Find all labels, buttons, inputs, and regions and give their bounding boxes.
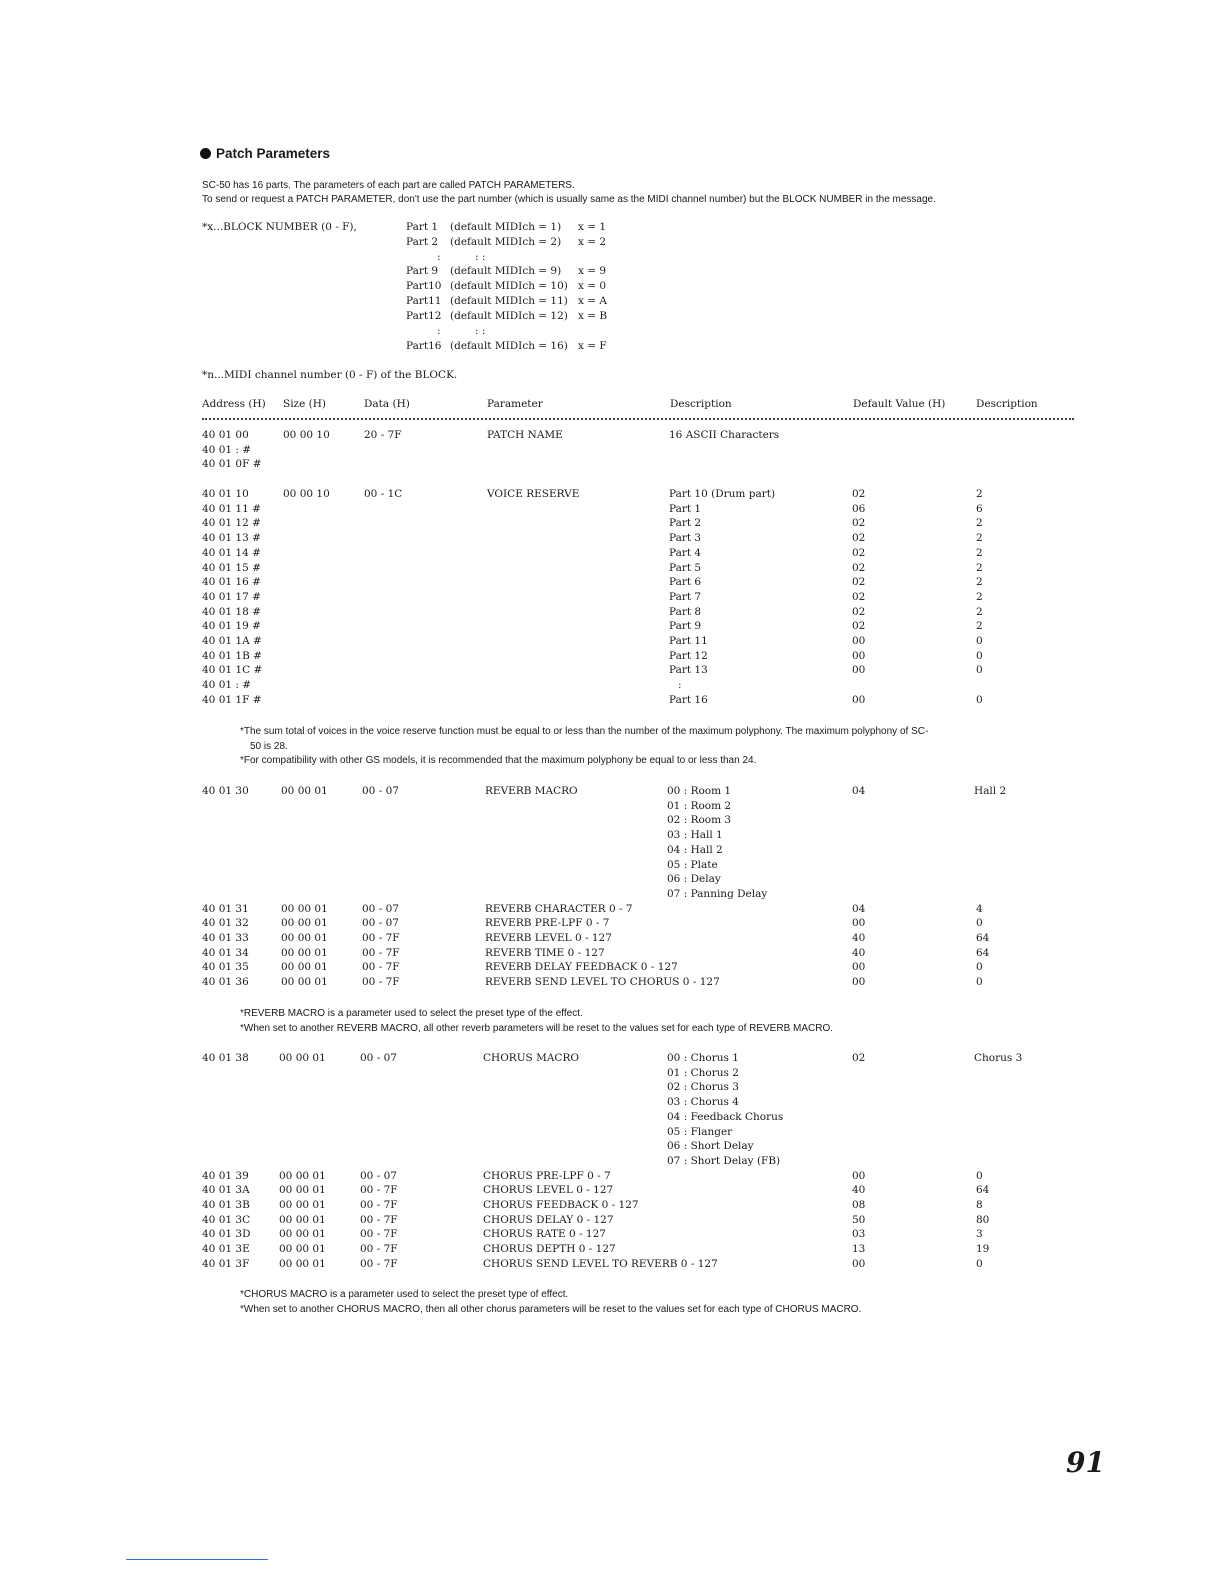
cell-data: 00 - 07 — [360, 1169, 397, 1182]
cell-description-2: 2 — [976, 488, 983, 500]
cell-description-2: 80 — [976, 1213, 990, 1226]
block-number-label: *x...BLOCK NUMBER (0 - F), — [202, 221, 357, 233]
cell-description-2: 64 — [976, 1184, 990, 1197]
cell-description-2: 0 — [976, 961, 983, 974]
table-row — [0, 1169, 1000, 1184]
cell-default-value: 06 — [852, 502, 866, 515]
table-row — [0, 858, 1000, 873]
legend-x: x = 0 — [578, 280, 607, 292]
table-header — [0, 398, 1038, 413]
table-row — [0, 590, 1000, 605]
table-row — [0, 931, 1000, 946]
cell-description: 01 : Chorus 2 — [667, 1066, 739, 1079]
midi-channel-label: *n...MIDI channel number (0 - F) of the BLOCK. — [202, 369, 458, 381]
cell-size: 00 00 01 — [279, 1228, 326, 1241]
legend-x: x = 2 — [578, 236, 607, 248]
cell-default-value: 40 — [852, 946, 866, 959]
cell-description-2: 2 — [976, 620, 983, 633]
cell-default-value: 00 — [852, 649, 866, 662]
legend-row — [0, 324, 1000, 339]
cell-address: 40 01 38 — [202, 1052, 249, 1064]
cell-size: 00 00 01 — [279, 1184, 326, 1197]
cell-address: 40 01 32 — [202, 917, 249, 930]
section-title-text: Patch Parameters — [216, 146, 331, 161]
cell-data: 00 - 7F — [360, 1228, 398, 1241]
table-row — [0, 1257, 1000, 1272]
legend-part: : — [437, 325, 441, 337]
cell-description-2: 0 — [976, 649, 983, 662]
cell-address: 40 01 30 — [202, 785, 249, 797]
cell-address: 40 01 3A — [202, 1184, 250, 1197]
footnote-line: *When set to another CHORUS MACRO, then all other chorus parameters will be reset to the values set for each type of CHORUS MACRO. — [240, 1304, 862, 1315]
cell-size: 00 00 01 — [281, 902, 328, 915]
cell-address: 40 01 3D — [202, 1228, 251, 1241]
cell-parameter: CHORUS LEVEL 0 - 127 — [483, 1184, 614, 1197]
footnote-line: *The sum total of voices in the voice reserve function must be equal to or less than the number of the maximum polyphony. The maximum polyphony of SC- — [240, 726, 929, 737]
cell-default-value: 00 — [852, 917, 866, 930]
cell-size: 00 00 01 — [281, 785, 328, 797]
legend-midi: : : — [475, 325, 486, 337]
cell-address: 40 01 12 # — [202, 517, 261, 530]
cell-default-value: 40 — [852, 932, 866, 944]
cell-default-value: 02 — [852, 546, 866, 559]
cell-address: 40 01 1A # — [202, 635, 262, 647]
table-row — [0, 843, 1000, 858]
table-row — [0, 872, 1000, 887]
cell-parameter: CHORUS FEEDBACK 0 - 127 — [483, 1199, 639, 1211]
cell-address: 40 01 : # — [202, 443, 252, 456]
cell-default-value: 00 — [852, 1257, 866, 1270]
table-row — [0, 487, 1000, 502]
cell-parameter: CHORUS DEPTH 0 - 127 — [483, 1243, 616, 1256]
cell-address: 40 01 17 # — [202, 590, 261, 603]
cell-description-2: 2 — [976, 546, 983, 559]
header-description: Description — [670, 398, 732, 410]
cell-description-2: 0 — [976, 635, 983, 647]
table-row — [0, 1198, 1000, 1213]
cell-default-value: 02 — [852, 1052, 866, 1064]
cell-description: 02 : Chorus 3 — [667, 1081, 739, 1094]
table-row — [0, 605, 1000, 620]
table-row — [0, 828, 1000, 843]
footnote-line: *REVERB MACRO is a parameter used to select the preset type of the effect. — [240, 1008, 583, 1019]
cell-description-2: 0 — [976, 1257, 983, 1270]
legend-x: x = F — [578, 340, 607, 352]
cell-parameter: REVERB MACRO — [485, 785, 578, 797]
cell-description: 04 : Hall 2 — [667, 843, 723, 856]
legend-midi: (default MIDIch = 11) — [450, 295, 568, 307]
cell-data: 00 - 07 — [362, 917, 399, 930]
footnote-line: 50 is 28. — [250, 740, 288, 752]
cell-parameter: CHORUS DELAY 0 - 127 — [483, 1213, 614, 1226]
cell-address: 40 01 1F # — [202, 693, 262, 706]
cell-size: 00 00 01 — [281, 946, 328, 959]
cell-data: 00 - 7F — [360, 1199, 398, 1211]
cell-parameter: CHORUS MACRO — [483, 1052, 579, 1064]
cell-default-value: 00 — [852, 693, 866, 706]
cell-default-value: 00 — [852, 976, 866, 989]
footer-line — [126, 1559, 268, 1560]
cell-description: 01 : Room 2 — [667, 799, 732, 812]
cell-default-value: 50 — [852, 1213, 866, 1226]
table-row — [0, 546, 1000, 561]
cell-description-2: Chorus 3 — [974, 1052, 1023, 1064]
cell-parameter: REVERB SEND LEVEL TO CHORUS 0 - 127 — [485, 976, 720, 989]
page-number: 91 — [1066, 1446, 1105, 1479]
cell-address: 40 01 31 — [202, 902, 249, 915]
cell-address: 40 01 3F — [202, 1257, 250, 1270]
table-row — [0, 678, 1000, 693]
cell-description-2: 0 — [976, 664, 983, 677]
cell-description-2: 8 — [976, 1199, 983, 1211]
legend-midi: (default MIDIch = 10) — [450, 280, 568, 292]
cell-description: 07 : Short Delay (FB) — [667, 1154, 781, 1167]
cell-data: 00 - 7F — [362, 932, 400, 944]
cell-default-value: 00 — [852, 635, 866, 647]
cell-parameter: REVERB PRE-LPF 0 - 7 — [485, 917, 610, 930]
table-row — [0, 975, 1000, 990]
cell-data: 00 - 07 — [360, 1052, 397, 1064]
cell-description-2: 0 — [976, 693, 983, 706]
cell-description: Part 2 — [669, 517, 702, 530]
table-row — [0, 799, 1000, 814]
cell-default-value: 04 — [852, 785, 866, 797]
cell-default-value: 13 — [852, 1243, 866, 1256]
cell-default-value: 00 — [852, 961, 866, 974]
cell-description: Part 9 — [669, 620, 702, 633]
cell-address: 40 01 13 # — [202, 532, 261, 545]
cell-address: 40 01 35 — [202, 961, 249, 974]
cell-description: Part 12 — [669, 649, 708, 662]
cell-default-value: 40 — [852, 1184, 866, 1197]
legend-part: Part16 — [406, 340, 442, 352]
cell-description: 06 : Short Delay — [667, 1140, 754, 1153]
cell-size: 00 00 01 — [279, 1213, 326, 1226]
cell-description-2: 64 — [976, 932, 990, 944]
cell-data: 00 - 7F — [360, 1257, 398, 1270]
cell-size: 00 00 01 — [279, 1169, 326, 1182]
cell-size: 00 00 01 — [279, 1257, 326, 1270]
legend-row — [0, 279, 1000, 294]
legend-midi: (default MIDIch = 16) — [450, 340, 568, 352]
table-row — [0, 1066, 1000, 1081]
table-row — [0, 531, 1000, 546]
cell-description-2: 2 — [976, 590, 983, 603]
cell-description: Part 7 — [669, 590, 702, 603]
cell-data: 00 - 7F — [362, 946, 400, 959]
legend-x: x = A — [578, 295, 607, 307]
table-row — [0, 443, 1000, 458]
table-row — [0, 575, 1000, 590]
cell-size: 00 00 01 — [281, 917, 328, 930]
legend-row — [0, 220, 1000, 235]
cell-description-2: 3 — [976, 1228, 983, 1241]
table-row — [0, 516, 1000, 531]
cell-parameter: REVERB CHARACTER 0 - 7 — [485, 902, 633, 915]
table-row — [0, 619, 1000, 634]
table-row — [0, 1242, 1000, 1257]
legend-midi: (default MIDIch = 1) — [450, 221, 562, 233]
table-row — [0, 649, 1000, 664]
cell-data: 00 - 7F — [362, 961, 400, 974]
section-title — [200, 146, 330, 161]
cell-data: 00 - 7F — [360, 1184, 398, 1197]
cell-address: 40 01 19 # — [202, 620, 261, 633]
legend-part: Part 9 — [406, 265, 439, 277]
cell-address: 40 01 14 # — [202, 546, 261, 559]
cell-address: 40 01 3E — [202, 1243, 250, 1256]
cell-size: 00 00 01 — [279, 1052, 326, 1064]
cell-default-value: 04 — [852, 902, 866, 915]
cell-address: 40 01 10 — [202, 488, 249, 500]
footnote-line: *For compatibility with other GS models, it is recommended that the maximum polyphony be equal to or less than 24. — [240, 755, 757, 767]
cell-description: 00 : Chorus 1 — [667, 1052, 739, 1064]
bullet-icon — [200, 148, 211, 159]
header-address: Address (H) — [202, 398, 266, 410]
cell-description: Part 8 — [669, 605, 702, 618]
intro-line-2: To send or request a PATCH PARAMETER, don't use the part number (which is usually same as the MIDI channel number) but the BLOCK NUMBER in the message. — [202, 194, 936, 205]
header-description-2: Description — [976, 398, 1038, 410]
cell-size: 00 00 01 — [281, 961, 328, 974]
cell-address: 40 01 1B # — [202, 649, 262, 662]
cell-description-2: 2 — [976, 605, 983, 618]
cell-default-value: 08 — [852, 1199, 866, 1211]
cell-default-value: 02 — [852, 517, 866, 530]
cell-description: 03 : Hall 1 — [667, 829, 723, 842]
table-row — [0, 784, 1007, 799]
cell-description: Part 13 — [669, 664, 708, 677]
cell-size: 00 00 10 — [283, 429, 330, 441]
cell-parameter: VOICE RESERVE — [487, 488, 580, 500]
header-divider — [202, 418, 1074, 420]
cell-parameter: PATCH NAME — [487, 429, 563, 441]
legend-part: Part10 — [406, 280, 442, 292]
cell-default-value: 02 — [852, 605, 866, 618]
table-row — [0, 1080, 1000, 1095]
table-row — [0, 663, 1000, 678]
cell-description-2: 4 — [976, 902, 983, 915]
cell-parameter: REVERB DELAY FEEDBACK 0 - 127 — [485, 961, 678, 974]
cell-address: 40 01 : # — [202, 679, 252, 692]
cell-default-value: 02 — [852, 620, 866, 633]
cell-address: 40 01 33 — [202, 932, 249, 944]
intro-line-1: SC-50 has 16 parts. The parameters of each part are called PATCH PARAMETERS. — [202, 180, 575, 191]
table-row — [0, 1095, 1000, 1110]
table-row — [0, 1125, 1000, 1140]
header-size: Size (H) — [283, 398, 326, 410]
legend-part: : — [437, 251, 441, 263]
cell-size: 00 00 01 — [279, 1199, 326, 1211]
table-row — [0, 1227, 1000, 1242]
cell-default-value: 02 — [852, 590, 866, 603]
cell-address: 40 01 39 — [202, 1169, 249, 1182]
cell-description: 07 : Panning Delay — [667, 887, 768, 900]
cell-description: Part 5 — [669, 561, 702, 574]
cell-description-2: 2 — [976, 532, 983, 545]
cell-size: 00 00 01 — [281, 932, 328, 944]
legend-midi: : : — [475, 251, 486, 263]
legend-x: x = B — [578, 310, 608, 322]
cell-description: 03 : Chorus 4 — [667, 1096, 739, 1109]
cell-description-2: 0 — [976, 976, 983, 989]
table-row — [0, 960, 1000, 975]
footnote-line: *CHORUS MACRO is a parameter used to select the preset type of effect. — [240, 1289, 569, 1300]
cell-address: 40 01 3C — [202, 1213, 251, 1226]
table-row — [0, 946, 1000, 961]
cell-description-2: 2 — [976, 576, 983, 589]
cell-parameter: CHORUS SEND LEVEL TO REVERB 0 - 127 — [483, 1257, 718, 1270]
cell-description: Part 3 — [669, 532, 702, 545]
cell-description: 02 : Room 3 — [667, 814, 732, 827]
cell-description: : — [678, 679, 682, 692]
cell-data: 00 - 7F — [360, 1243, 398, 1256]
table-row — [0, 428, 1000, 443]
legend-part: Part12 — [406, 310, 442, 322]
cell-description: 00 : Room 1 — [667, 785, 732, 797]
table-row — [0, 457, 1000, 472]
table-row — [0, 916, 1000, 931]
table-row — [0, 1051, 1023, 1066]
cell-default-value: 02 — [852, 576, 866, 589]
table-row — [0, 1139, 1000, 1154]
table-row — [0, 634, 1000, 649]
cell-description-2: 0 — [976, 1169, 983, 1182]
cell-description: 06 : Delay — [667, 873, 721, 886]
legend-midi: (default MIDIch = 9) — [450, 265, 562, 277]
cell-data: 00 - 07 — [362, 785, 399, 797]
cell-description: 05 : Plate — [667, 858, 718, 871]
legend-part: Part 1 — [406, 221, 439, 233]
cell-description: Part 10 (Drum part) — [669, 488, 776, 500]
header-default-value: Default Value (H) — [853, 398, 946, 410]
legend-row — [0, 339, 1000, 354]
legend-part: Part 2 — [406, 236, 439, 248]
cell-address: 40 01 16 # — [202, 576, 261, 589]
header-parameter: Parameter — [487, 398, 543, 410]
cell-description-2: 2 — [976, 561, 983, 574]
cell-data: 00 - 07 — [362, 902, 399, 915]
cell-default-value: 02 — [852, 561, 866, 574]
cell-description-2: 0 — [976, 917, 983, 930]
cell-description-2: 2 — [976, 517, 983, 530]
legend-row — [0, 309, 1000, 324]
cell-address: 40 01 1C # — [202, 664, 263, 677]
table-row — [0, 1154, 1000, 1169]
legend-x: x = 9 — [578, 265, 607, 277]
table-row — [0, 887, 1000, 902]
table-row — [0, 1110, 1000, 1125]
cell-address: 40 01 15 # — [202, 561, 261, 574]
table-row — [0, 561, 1000, 576]
cell-default-value: 00 — [852, 664, 866, 677]
legend-part: Part11 — [406, 295, 442, 307]
cell-description-2: 19 — [976, 1243, 990, 1256]
cell-size: 00 00 01 — [279, 1243, 326, 1256]
cell-address: 40 01 34 — [202, 946, 249, 959]
cell-description-2: 64 — [976, 946, 990, 959]
table-row — [0, 502, 1000, 517]
cell-parameter: REVERB LEVEL 0 - 127 — [485, 932, 612, 944]
table-row — [0, 693, 1000, 708]
cell-description: Part 11 — [669, 635, 708, 647]
cell-parameter: CHORUS RATE 0 - 127 — [483, 1228, 606, 1241]
legend-row — [0, 235, 1000, 250]
cell-address: 40 01 11 # — [202, 502, 261, 515]
legend-midi: (default MIDIch = 12) — [450, 310, 568, 322]
cell-size: 00 00 10 — [283, 488, 330, 500]
cell-data: 00 - 7F — [362, 976, 400, 989]
legend-row — [0, 264, 1000, 279]
table-row — [0, 902, 1000, 917]
legend-row — [0, 294, 1000, 309]
cell-data: 00 - 1C — [364, 488, 403, 500]
cell-description: 04 : Feedback Chorus — [667, 1110, 784, 1123]
header-data: Data (H) — [364, 398, 410, 410]
cell-description: Part 6 — [669, 576, 702, 589]
cell-description: 16 ASCII Characters — [669, 429, 780, 441]
cell-description: Part 4 — [669, 546, 702, 559]
cell-data: 00 - 7F — [360, 1213, 398, 1226]
cell-default-value: 02 — [852, 488, 866, 500]
legend-x: x = 1 — [578, 221, 607, 233]
cell-description: Part 1 — [669, 502, 702, 515]
cell-description-2: Hall 2 — [974, 785, 1007, 797]
cell-parameter: REVERB TIME 0 - 127 — [485, 946, 605, 959]
legend-midi: (default MIDIch = 2) — [450, 236, 562, 248]
cell-address: 40 01 36 — [202, 976, 249, 989]
cell-parameter: CHORUS PRE-LPF 0 - 7 — [483, 1169, 611, 1182]
footnote-line: *When set to another REVERB MACRO, all other reverb parameters will be reset to the values set for each type of REVERB MACRO. — [240, 1022, 834, 1034]
cell-default-value: 00 — [852, 1169, 866, 1182]
table-row — [0, 813, 1000, 828]
table-row — [0, 1213, 1000, 1228]
cell-description: 05 : Flanger — [667, 1125, 733, 1138]
cell-address: 40 01 18 # — [202, 605, 261, 618]
cell-address: 40 01 00 — [202, 429, 249, 441]
cell-description-2: 6 — [976, 502, 983, 515]
cell-size: 00 00 01 — [281, 976, 328, 989]
cell-default-value: 03 — [852, 1228, 866, 1241]
cell-default-value: 02 — [852, 532, 866, 545]
cell-description: Part 16 — [669, 693, 708, 706]
table-row — [0, 1183, 1000, 1198]
legend-row — [0, 250, 1000, 265]
cell-address: 40 01 3B — [202, 1199, 250, 1211]
cell-data: 20 - 7F — [364, 429, 402, 441]
cell-address: 40 01 0F # — [202, 458, 262, 471]
